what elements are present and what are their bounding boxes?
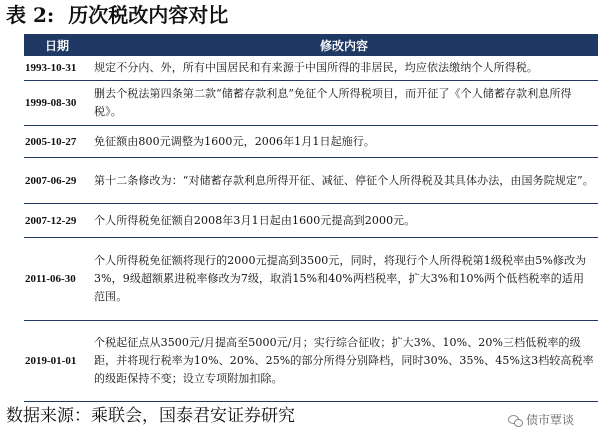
tax-reform-table <box>24 34 598 402</box>
row-content: 免征额由800元调整为1600元，2006年1月1日起施行。 <box>94 134 375 148</box>
table-row <box>24 204 598 238</box>
row-content: 个人所得税免征额将现行的2000元提高到3500元，同时，将现行个人所得税第1级税率由5%修改为3%，9级超额累进税率修改为7级，取消15%和40%两档税率，扩大3%和10%两个低档税率的适用范围。 <box>94 254 587 303</box>
row-date: 2019-01-01 <box>25 355 77 367</box>
table-row <box>24 56 598 81</box>
wechat-icon <box>508 414 522 426</box>
watermark <box>508 411 574 428</box>
row-content: 个税起征点从3500元/月提高至5000元/月；实行综合征收；扩大3%、10%、20%三档低税率的级距，并将现行税率为10%、20%、25%的部分所得分别降档，同时30%、35%、45%这3档较高税率的级距保持不变；设立专项附加扣除。 <box>94 336 594 385</box>
row-content: 第十二条修改为：“对储蓄存款利息所得开征、减征、停征个人所得税及其具体办法，由国务院规定”。 <box>94 173 594 187</box>
row-content: 规定不分内、外，所有中国居民和有来源于中国所得的非居民，均应依法缴纳个人所得税。 <box>94 61 538 74</box>
table-row <box>24 158 598 204</box>
table-row <box>24 126 598 158</box>
table-header <box>24 36 598 56</box>
table-row <box>24 321 598 402</box>
row-date: 2007-06-29 <box>25 174 77 187</box>
row-date: 2011-06-30 <box>25 273 76 285</box>
row-date: 2005-10-27 <box>25 135 77 148</box>
row-content: 个人所得税免征额自2008年3月1日起由1600元提高到2000元。 <box>94 213 416 227</box>
row-content: 删去个税法第四条第二款“储蓄存款利息”免征个人所得税项目，而开征了《个人储蓄存款利息所得税》。 <box>94 87 572 118</box>
header-content: 修改内容 <box>319 39 368 53</box>
header-date: 日期 <box>44 39 69 53</box>
table-title-text: 历次税改内容对比 <box>68 3 229 27</box>
row-date: 1993-10-31 <box>25 62 77 74</box>
watermark-text: 债市覃谈 <box>526 413 575 427</box>
row-date: 2007-12-29 <box>25 214 77 227</box>
row-date: 1999-08-30 <box>25 97 77 109</box>
table-title <box>6 2 228 28</box>
table-title-label: 表 2: <box>6 3 55 27</box>
table-row <box>24 238 598 321</box>
data-source: 数据来源：乘联会，国泰君安证券研究 <box>6 406 295 426</box>
table-row <box>24 81 598 126</box>
